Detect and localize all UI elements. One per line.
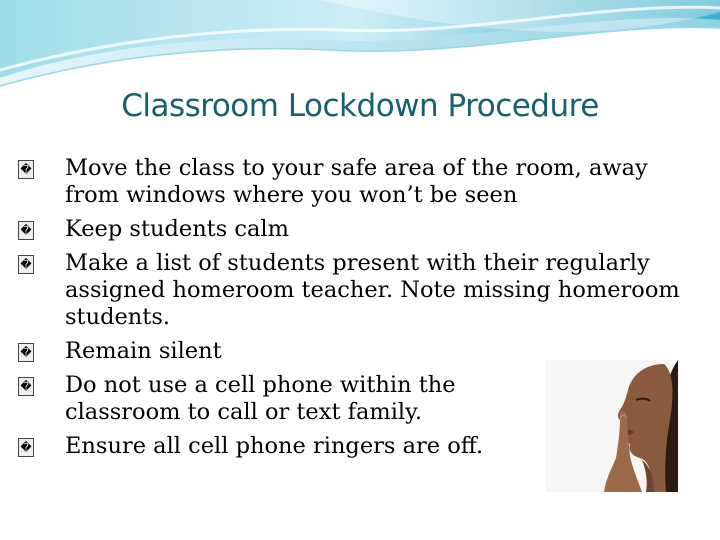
bullet-text: Make a list of students present with their regularly assigned homeroom teacher. Note missing homeroom students. <box>65 250 680 330</box>
bullet-text: Ensure all cell phone ringers are off. <box>65 433 484 459</box>
list-item <box>18 250 688 331</box>
bullet-symbol: � <box>18 438 34 457</box>
bullet-marker-icon <box>18 250 65 277</box>
bullet-symbol: � <box>18 377 34 396</box>
bullet-symbol: � <box>18 221 34 240</box>
bullet-marker-icon <box>18 433 65 460</box>
bullet-marker-icon <box>18 216 65 243</box>
bullet-text: Move the class to your safe area of the room, away from windows where you won’t be seen <box>65 155 648 208</box>
bullet-text: Do not use a cell phone within the classroom to call or text family. <box>65 372 456 425</box>
bullet-symbol: � <box>18 343 34 362</box>
list-item <box>18 372 475 426</box>
bullet-symbol: � <box>18 160 34 179</box>
bullet-text: Remain silent <box>65 338 222 364</box>
bullet-marker-icon <box>18 338 65 365</box>
bullet-marker-icon <box>18 155 65 182</box>
bullet-symbol: � <box>18 255 34 274</box>
top-wave-decoration <box>0 0 720 95</box>
list-item <box>18 216 688 243</box>
list-item <box>18 155 688 209</box>
page-title: Classroom Lockdown Procedure <box>121 88 599 124</box>
bullet-marker-icon <box>18 372 65 399</box>
bullet-text: Keep students calm <box>65 216 289 242</box>
woman-finger-on-lips-shush-photo-icon <box>546 360 678 492</box>
